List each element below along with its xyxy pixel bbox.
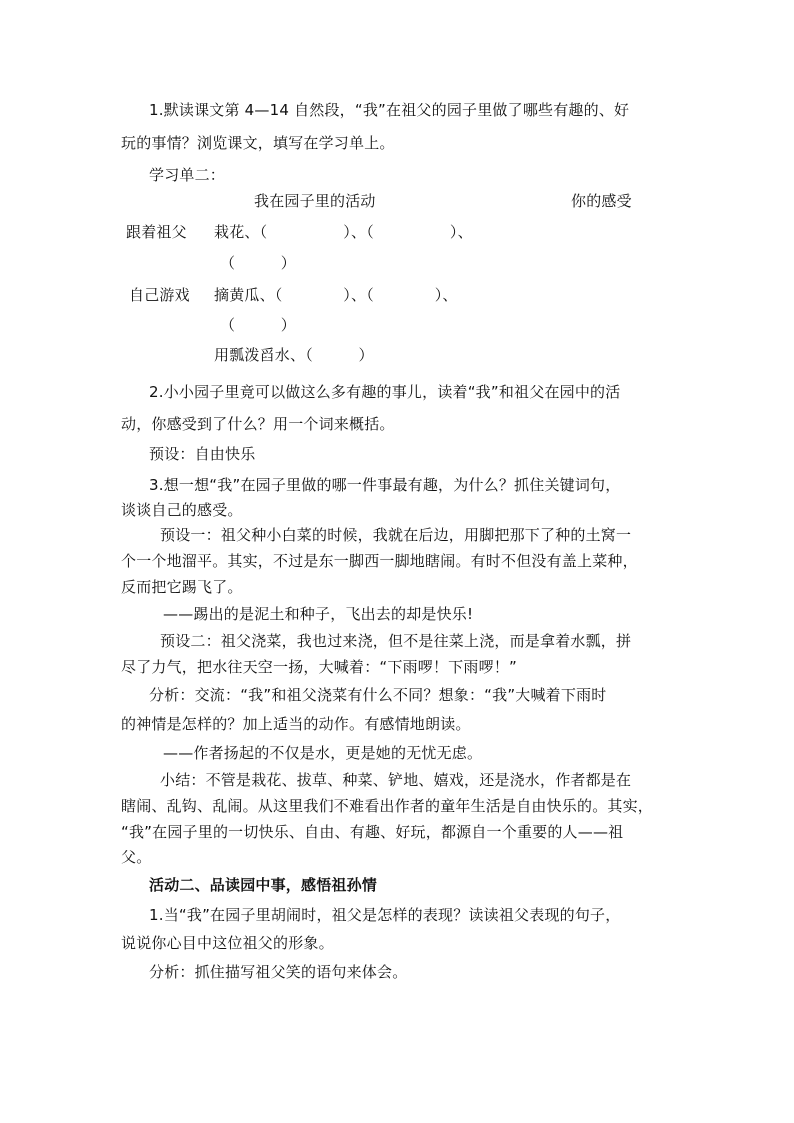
- row-1-activities-line-2: （ ）: [220, 254, 297, 272]
- question-3-line-2: 谈谈自己的感受。: [121, 501, 243, 519]
- row-label-own-games: 自己游戏: [129, 286, 190, 304]
- analysis-line-1: 分析：交流：“我”和祖父浇菜有什么不同？想象：“我”大喊着下雨时: [149, 686, 607, 704]
- summary-line-1: 小结：不管是栽花、拔草、种菜、铲地、嬉戏，还是浇水，作者都是在: [160, 771, 632, 789]
- question-2-preset: 预设：自由快乐: [149, 445, 256, 463]
- row-label-with-grandpa: 跟着祖父: [126, 223, 187, 241]
- preset-2-line-2: 尽了力气，把水往天空一扬，大喊着：“下雨啰！下雨啰！”: [121, 658, 517, 676]
- summary-line-2: 瞎闹、乱钩、乱闹。从这里我们不难看出作者的童年生活是自由快乐的。其实，: [121, 797, 654, 815]
- activity-2-question-1-line-1: 1.当“我”在园子里胡闹时，祖父是怎样的表现？读读祖父表现的句子，: [149, 906, 621, 924]
- preset-1-line-2: 个一个地溜平。其实，不过是东一脚西一脚地瞎闹。有时不但没有盖上菜种，: [121, 552, 638, 570]
- column-header-activities: 我在园子里的活动: [254, 192, 376, 210]
- preset-1-note: ——踢出的是泥土和种子，飞出去的却是快乐!: [163, 605, 474, 623]
- analysis-line-2: 的神情是怎样的？加上适当的动作。有感情地朗读。: [121, 715, 471, 733]
- row-2-activities-line-2: （ ）: [220, 316, 297, 334]
- analysis-note: ——作者扬起的不仅是水，更是她的无忧无虑。: [163, 744, 483, 762]
- activity-2-heading: 活动二、品读园中事，感悟祖孙情: [149, 876, 378, 894]
- activity-2-analysis: 分析：抓住描写祖父笑的语句来体会。: [149, 963, 408, 981]
- summary-line-3: “我”在园子里的一切快乐、自由、有趣、好玩，都源自一个重要的人——祖: [121, 823, 624, 841]
- preset-2-line-1: 预设二：祖父浇菜，我也过来浇，但不是往菜上浇，而是拿着水瓢，拼: [160, 632, 632, 650]
- summary-line-4: 父。: [121, 848, 152, 866]
- column-header-feelings: 你的感受: [571, 192, 632, 210]
- question-2-line-2: 动，你感受到了什么？用一个词来概括。: [121, 415, 395, 433]
- question-3-line-1: 3.想一想“我”在园子里做的哪一件事最有趣，为什么？抓住关键词句，: [149, 476, 621, 494]
- row-1-activities-line-1: 栽花、（ ）、（ ）、: [214, 223, 473, 241]
- worksheet-title: 学习单二：: [149, 166, 226, 184]
- activity-2-question-1-line-2: 说说你心目中这位祖父的形象。: [121, 934, 334, 952]
- row-2-activities-line-1: 摘黄瓜、（ ）、（ ）、: [214, 286, 458, 304]
- row-2-activities-line-3: 用瓢泼舀水、（ ）: [214, 346, 374, 364]
- question-1-line-2: 玩的事情？浏览课文，填写在学习单上。: [121, 134, 395, 152]
- question-2-line-1: 2.小小园子里竟可以做这么多有趣的事儿，读着“我”和祖父在园中的活: [149, 383, 621, 401]
- preset-1-line-1: 预设一：祖父种小白菜的时候，我就在后边，用脚把那下了种的土窝一: [160, 526, 632, 544]
- question-1-line-1: 1.默读课文第 4—14 自然段，“我”在祖父的园子里做了哪些有趣的、好: [149, 101, 630, 119]
- preset-1-line-3: 反而把它踢飞了。: [121, 578, 243, 596]
